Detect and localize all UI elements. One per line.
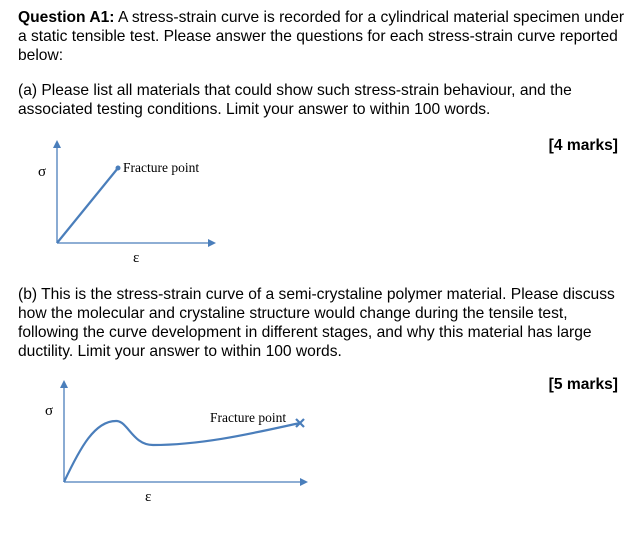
graph-a-y-label: σ bbox=[38, 164, 47, 180]
part-b-marks: [5 marks] bbox=[548, 376, 618, 393]
question-intro-text: A stress-strain curve is recorded for a cylindrical material specimen under a static tensible test. Please answer the questions for each stress-strain curve reported below: bbox=[18, 9, 625, 64]
graph-a-x-label: ε bbox=[133, 250, 140, 266]
graph-a-fracture-marker bbox=[116, 166, 121, 171]
part-a-marks: [4 marks] bbox=[548, 137, 618, 154]
part-b-text: (b) This is the stress-strain curve of a semi-crystaline polymer material. Please discuss how the molecular and crystaline structure would change during the tensile test, following the curve development in different stages, and why this material has large ductility. Limit your answer to within 100 words. bbox=[18, 286, 615, 360]
graph-b-y-label: σ bbox=[45, 403, 54, 419]
part-a-text: (a) Please list all materials that could show such stress-strain behaviour, and the associated testing conditions. Limit your answer to within 100 words. bbox=[18, 82, 572, 118]
graph-a-fracture-label: Fracture point bbox=[123, 160, 200, 175]
graph-a-curve bbox=[57, 168, 118, 243]
graph-a bbox=[38, 142, 214, 266]
graph-b-fracture-label: Fracture point bbox=[210, 410, 287, 425]
question-heading: Question A1: bbox=[18, 9, 115, 26]
graph-b-curve bbox=[64, 421, 300, 482]
graph-b-x-label: ε bbox=[145, 489, 152, 505]
graph-b bbox=[45, 382, 306, 505]
